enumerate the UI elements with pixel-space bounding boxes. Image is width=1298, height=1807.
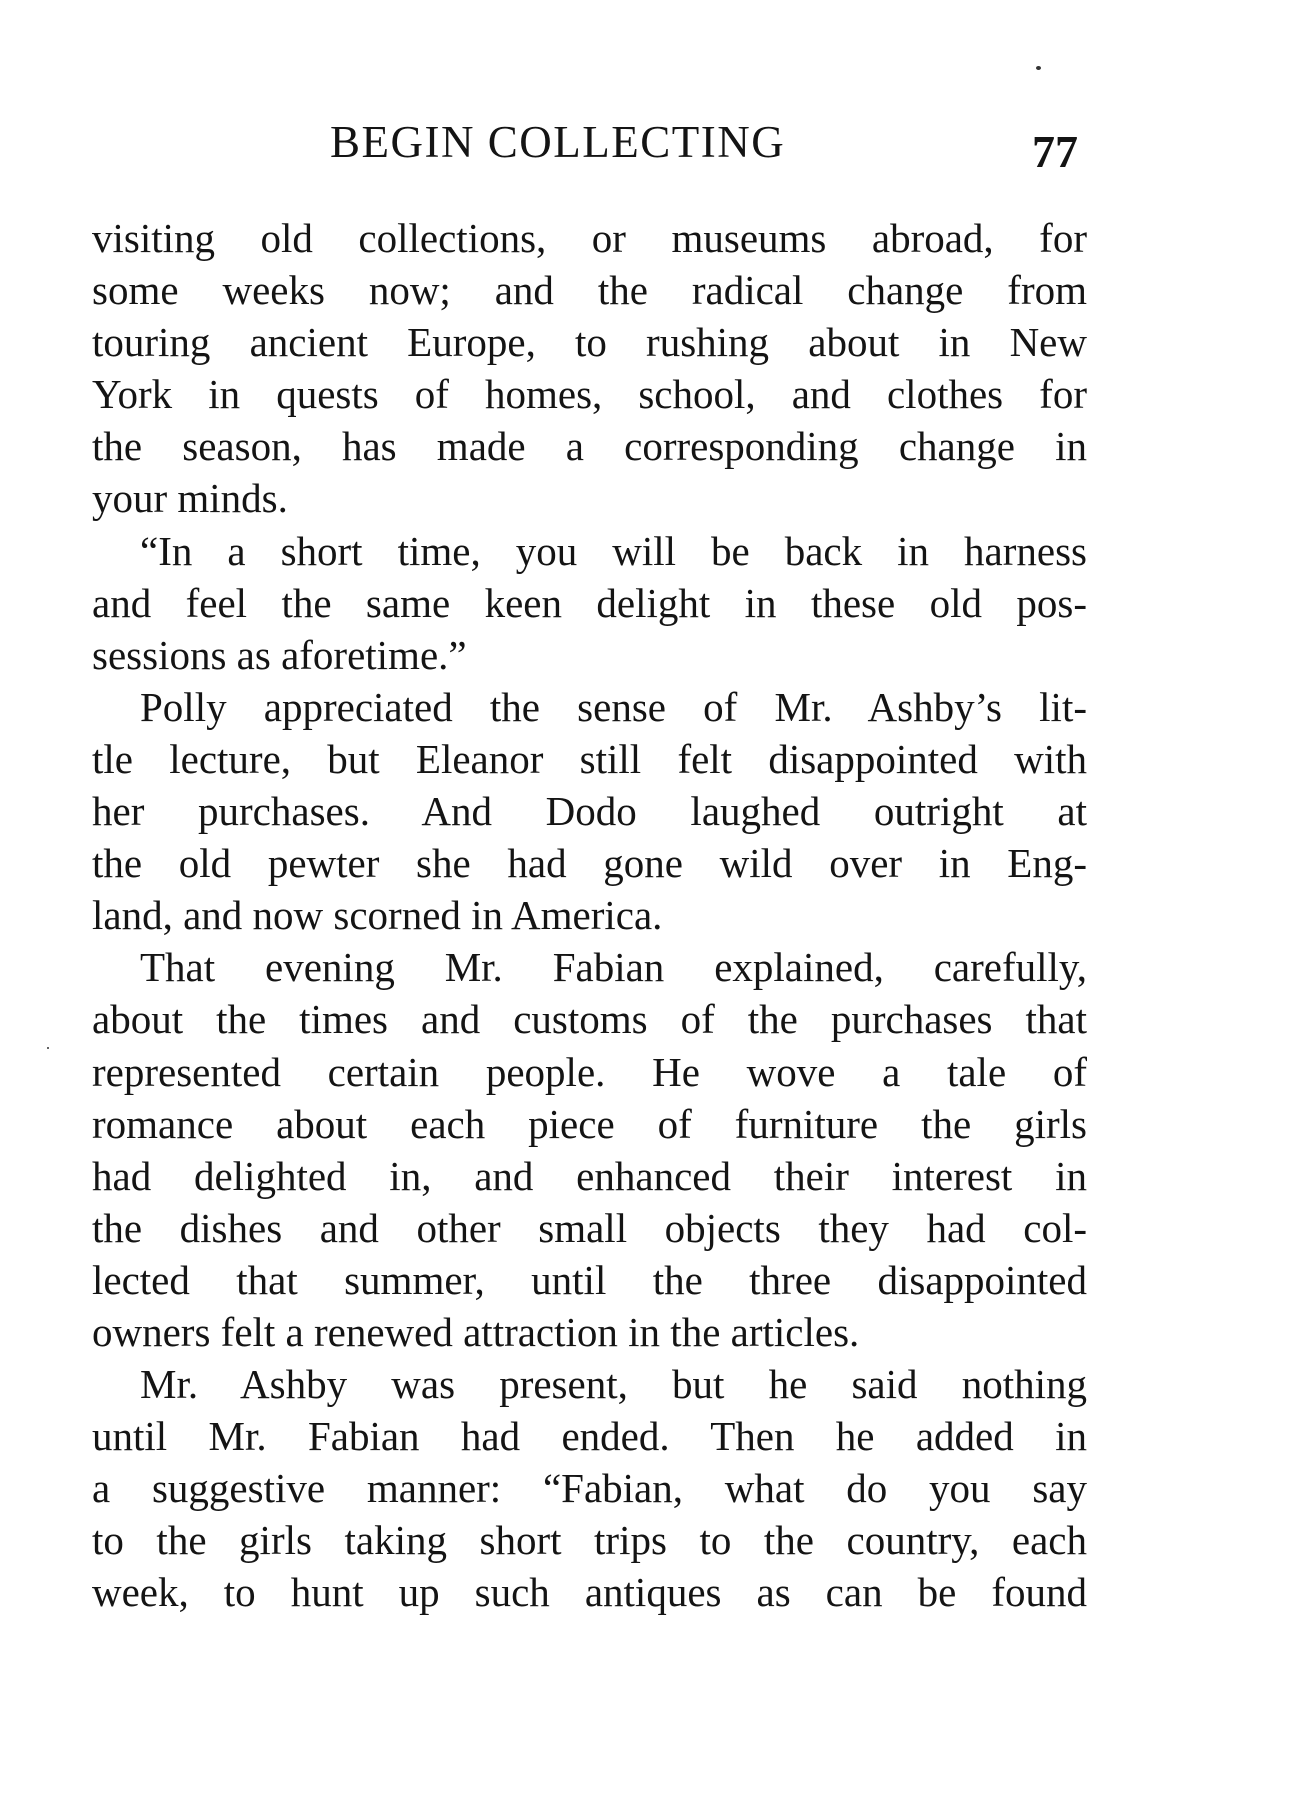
text-line: Mr. Ashby was present, but he said nothing <box>140 1361 1087 1408</box>
ink-speck <box>47 1047 49 1049</box>
text-line: York in quests of homes, school, and clothes for <box>92 371 1087 418</box>
text-line: visiting old collections, or museums abroad, for <box>92 215 1087 261</box>
text-line: and feel the same keen delight in these old pos- <box>92 579 1087 626</box>
text-line: the season, has made a corresponding change in <box>92 423 1087 470</box>
page-header <box>0 112 1298 177</box>
text-line: the dishes and other small objects they had col- <box>92 1204 1087 1251</box>
text-line: a suggestive manner: “Fabian, what do you say <box>92 1465 1087 1512</box>
text-line: lected that summer, until the three disappointed <box>92 1256 1087 1303</box>
text-line: until Mr. Fabian had ended. Then he added in <box>92 1413 1087 1460</box>
text-line: her purchases. And Dodo laughed outright at <box>92 788 1087 835</box>
text-line: represented certain people. He wove a tale of <box>92 1048 1087 1095</box>
text-line: “In a short time, you will be back in harness <box>140 527 1087 574</box>
text-line: owners felt a renewed attraction in the articles. <box>92 1308 860 1355</box>
text-line: had delighted in, and enhanced their interest in <box>92 1152 1087 1199</box>
running-title: BEGIN COLLECTING <box>330 117 786 167</box>
text-line: to the girls taking short trips to the country, each <box>92 1517 1087 1564</box>
text-line: sessions as aforetime.” <box>92 631 467 678</box>
page-number: 77 <box>1032 126 1078 177</box>
text-line: week, to hunt up such antiques as can be found <box>92 1569 1087 1616</box>
ink-speck <box>1036 66 1041 70</box>
text-line: touring ancient Europe, to rushing about in New <box>92 319 1087 366</box>
text-line: Polly appreciated the sense of Mr. Ashby’s lit- <box>140 683 1087 730</box>
body-text <box>92 212 1087 1619</box>
text-line: land, and now scorned in America. <box>92 892 663 939</box>
text-line: tle lecture, but Eleanor still felt disappointed with <box>92 735 1087 782</box>
text-line: your minds. <box>92 475 288 522</box>
text-line: some weeks now; and the radical change from <box>92 267 1087 314</box>
text-line: romance about each piece of furniture the girls <box>92 1100 1087 1147</box>
text-line: the old pewter she had gone wild over in Eng- <box>92 840 1087 887</box>
text-line: about the times and customs of the purchases that <box>92 996 1087 1043</box>
text-line: That evening Mr. Fabian explained, carefully, <box>140 944 1087 991</box>
